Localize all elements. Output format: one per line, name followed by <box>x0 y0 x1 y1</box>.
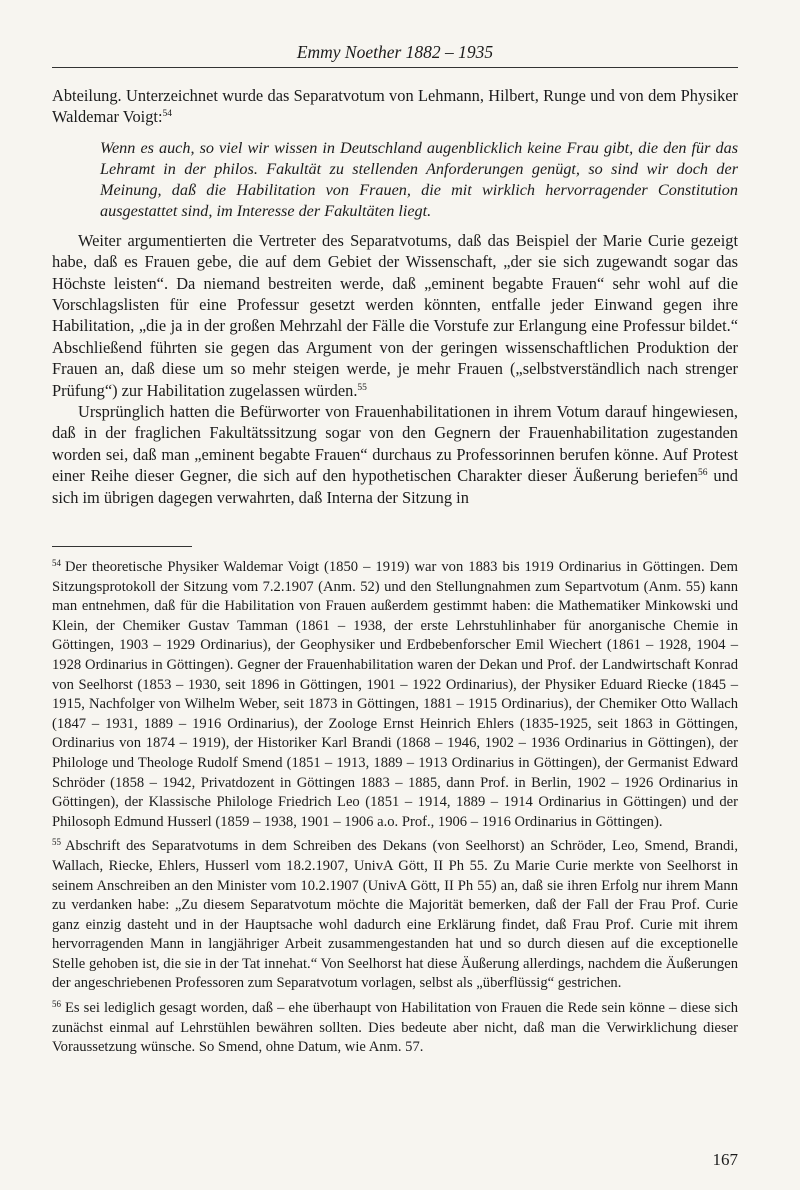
main-text <box>52 85 738 508</box>
paragraph-3 <box>52 401 738 508</box>
footnote-number: 56 <box>52 999 61 1010</box>
paragraph-2 <box>52 230 738 401</box>
paragraph-3-text-a: Ursprünglich hatten die Befürworter von Frauenhabilitationen in ihrem Votum darauf hingewiesen, daß in der fraglichen Fakultätssitzung sogar von den Gegnern der Frauenhabilitation zugestanden worden sei, daß man „eminent begabte Frauen“ durchaus zu Professorinnen berufen könne. Auf Protest einer Reihe dieser Gegner, die sich auf den hypothetischen Charakter dieser Äußerung beriefen <box>52 402 738 486</box>
footnote-56 <box>52 999 738 1058</box>
footnote-text: Der theoretische Physiker Waldemar Voigt (1850 – 1919) war von 1883 bis 1919 Ordinarius in Göttingen. Dem Sitzungsprotokoll der Sitzung vom 7.2.1907 (Anm. 52) und den Stellungnahmen zum Separtvotum (Anm. 55) kann man entnehmen, daß für die Habilitation von Frauen außerdem gestimmt haben: die Mathematiker Minkowski und Klein, der Chemiker Gustav Tamman (1861 – 1938, der erste Lehrstuhlinhaber für anorganische Chemie in Göttingen, 1903 – 1929 Ordinarius), der Geophysiker und Erdbebenforscher Emil Wiechert (1861 – 1928, 1904 – 1928 Ordinarius in Göttingen). Gegner der Frauenhabilitation waren der Dekan und Prof. der Landwirtschaft Konrad von Seelhorst (1853 – 1930, seit 1896 in Göttingen, 1901 – 1922 Ordinarius), der Physiker Eduard Riecke (1845 – 1915, Nachfolger von Wilhelm Weber, seit 1873 in Göttingen, 1881 – 1915 Ordinarius), der Chemiker Otto Wallach (1847 – 1931, 1889 – 1916 Ordinarius), der Zoologe Ernst Heinrich Ehlers (1835-1925, seit 1863 in Göttingen, Ordinarius von 1874 – 1919), der Historiker Karl Brandi (1868 – 1946, 1902 – 1936 Ordinarius in Göttingen), der Philologe und Theologe Rudolf Smend (1851 – 1913, 1889 – 1913 Ordinarius in Göttingen), der Germanist Edward Schröder (1858 – 1942, Privatdozent in Göttingen 1883 – 1885, dann Prof. in Berlin, 1902 – 1926 Ordinarius in Göttingen), der Klassische Philologe Friedrich Leo (1851 – 1914, 1889 – 1914 Ordinarius in Göttingen) und der Philosoph Edmund Husserl (1859 – 1938, 1901 – 1906 a.o. Prof., 1906 – 1916 Ordinarius in Göttingen). <box>52 559 738 830</box>
footnote-text: Abschrift des Separatvotums in dem Schreiben des Dekans (von Seelhorst) an Schröder, Leo, Smend, Brandi, Wallach, Riecke, Ehlers, Husserl vom 18.2.1907, UnivA Gött, II Ph 55. Zu Marie Curie merkte von Seelhorst in seinem Anschreiben an den Minister vom 10.2.1907 (UnivA Gött, II Ph 55) an, daß sie ihren Erfolg nur ihrem Mann zu verdanken habe: „Zu diesem Separatvotum möchte die Majorität bemerken, daß der Fall der Frau Prof. Curie ganz einzig dasteht und in der Hauptsache wohl dadurch eine Erklärung findet, daß Frau Prof. Curie mit ihrem hervorragenden Mann in langjähriger Arbeit zusammengestanden hat und so durch diesen auf die exceptionelle Stelle gehoben ist, die sie in der Tat innehat.“ Von Seelhorst hat diese Äußerung allerdings, nachdem die Äußerungen der angeschriebenen Professoren zum Separatvotum vorlagen, selbst als „überflüssig“ gestrichen. <box>52 838 738 992</box>
page-number: 167 <box>712 1150 738 1169</box>
footnote-number: 55 <box>52 837 61 848</box>
paragraph-2-text: Weiter argumentierten die Vertreter des Separatvotums, daß das Beispiel der Marie Curie gezeigt habe, daß es Frauen gebe, die auf dem Gebiet der Wissenschaft, „der sie sich zugewandt sogar das Höchste leisten“. Da niemand bestreiten werde, daß „eminent begabte Frauen“ sehr wohl auf die Vorschlagslisten für eine Professur gesetzt werden könnten, entfalle jeder Einwand gegen ihre Habilitation, „die ja in der großen Mehrzahl der Fälle die Vorstufe zur Erlangung eine Professur bildet.“ Abschließend führten sie gegen das Argument von der geringen wissenschaftlichen Produktion der Frauen an, daß diese um so mehr steigen werde, je mehr Frauen („selbstverständlich nach strenger Prüfung“) zur Habilitation zugelassen würden. <box>52 230 738 400</box>
footnotes <box>52 558 738 1063</box>
paragraph-3-text-b: und sich im übrigen dagegen verwahrten, daß Interna der Sitzung in <box>52 466 738 507</box>
footnote-ref-55[interactable]: 55 <box>357 382 367 393</box>
paragraph-1-text: Abteilung. Unterzeichnet wurde das Separatvotum von Lehmann, Hilbert, Runge und von dem Physiker Waldemar Voigt: <box>52 86 738 127</box>
footnote-ref-54[interactable]: 54 <box>162 109 173 120</box>
header-rule <box>52 67 738 68</box>
paragraph-1 <box>52 85 738 128</box>
footnote-number: 54 <box>52 558 61 568</box>
block-quote: Wenn es auch, so viel wir wissen in Deutschland augenblicklich keine Frau gibt, die den für das Lehramt in der philos. Fakultät zu stellenden Anforderungen genügt, so sind wir doch der Meinung, daß die Habilitation von Frauen, die mit wirklich hervorragender Constitution ausgestattet sind, im Interesse der Fakultäten liegt. <box>100 138 738 220</box>
footnote-55 <box>52 837 738 994</box>
running-header: Emmy Noether 1882 – 1935 <box>296 42 494 62</box>
footnote-ref-56[interactable]: 56 <box>698 468 708 479</box>
footnote-54 <box>52 558 738 832</box>
footnote-rule <box>52 546 192 547</box>
footnote-text: Es sei lediglich gesagt worden, daß – ehe überhaupt von Habilitation von Frauen die Rede sein könne – diese sich zunächst einmal auf Lehrstühlen bewähren sollten. Dies bedeute aber nicht, daß man die Verwirklichung dieser Voraussetzung wünsche. So Smend, ohne Datum, wie Anm. 57. <box>52 1000 738 1056</box>
